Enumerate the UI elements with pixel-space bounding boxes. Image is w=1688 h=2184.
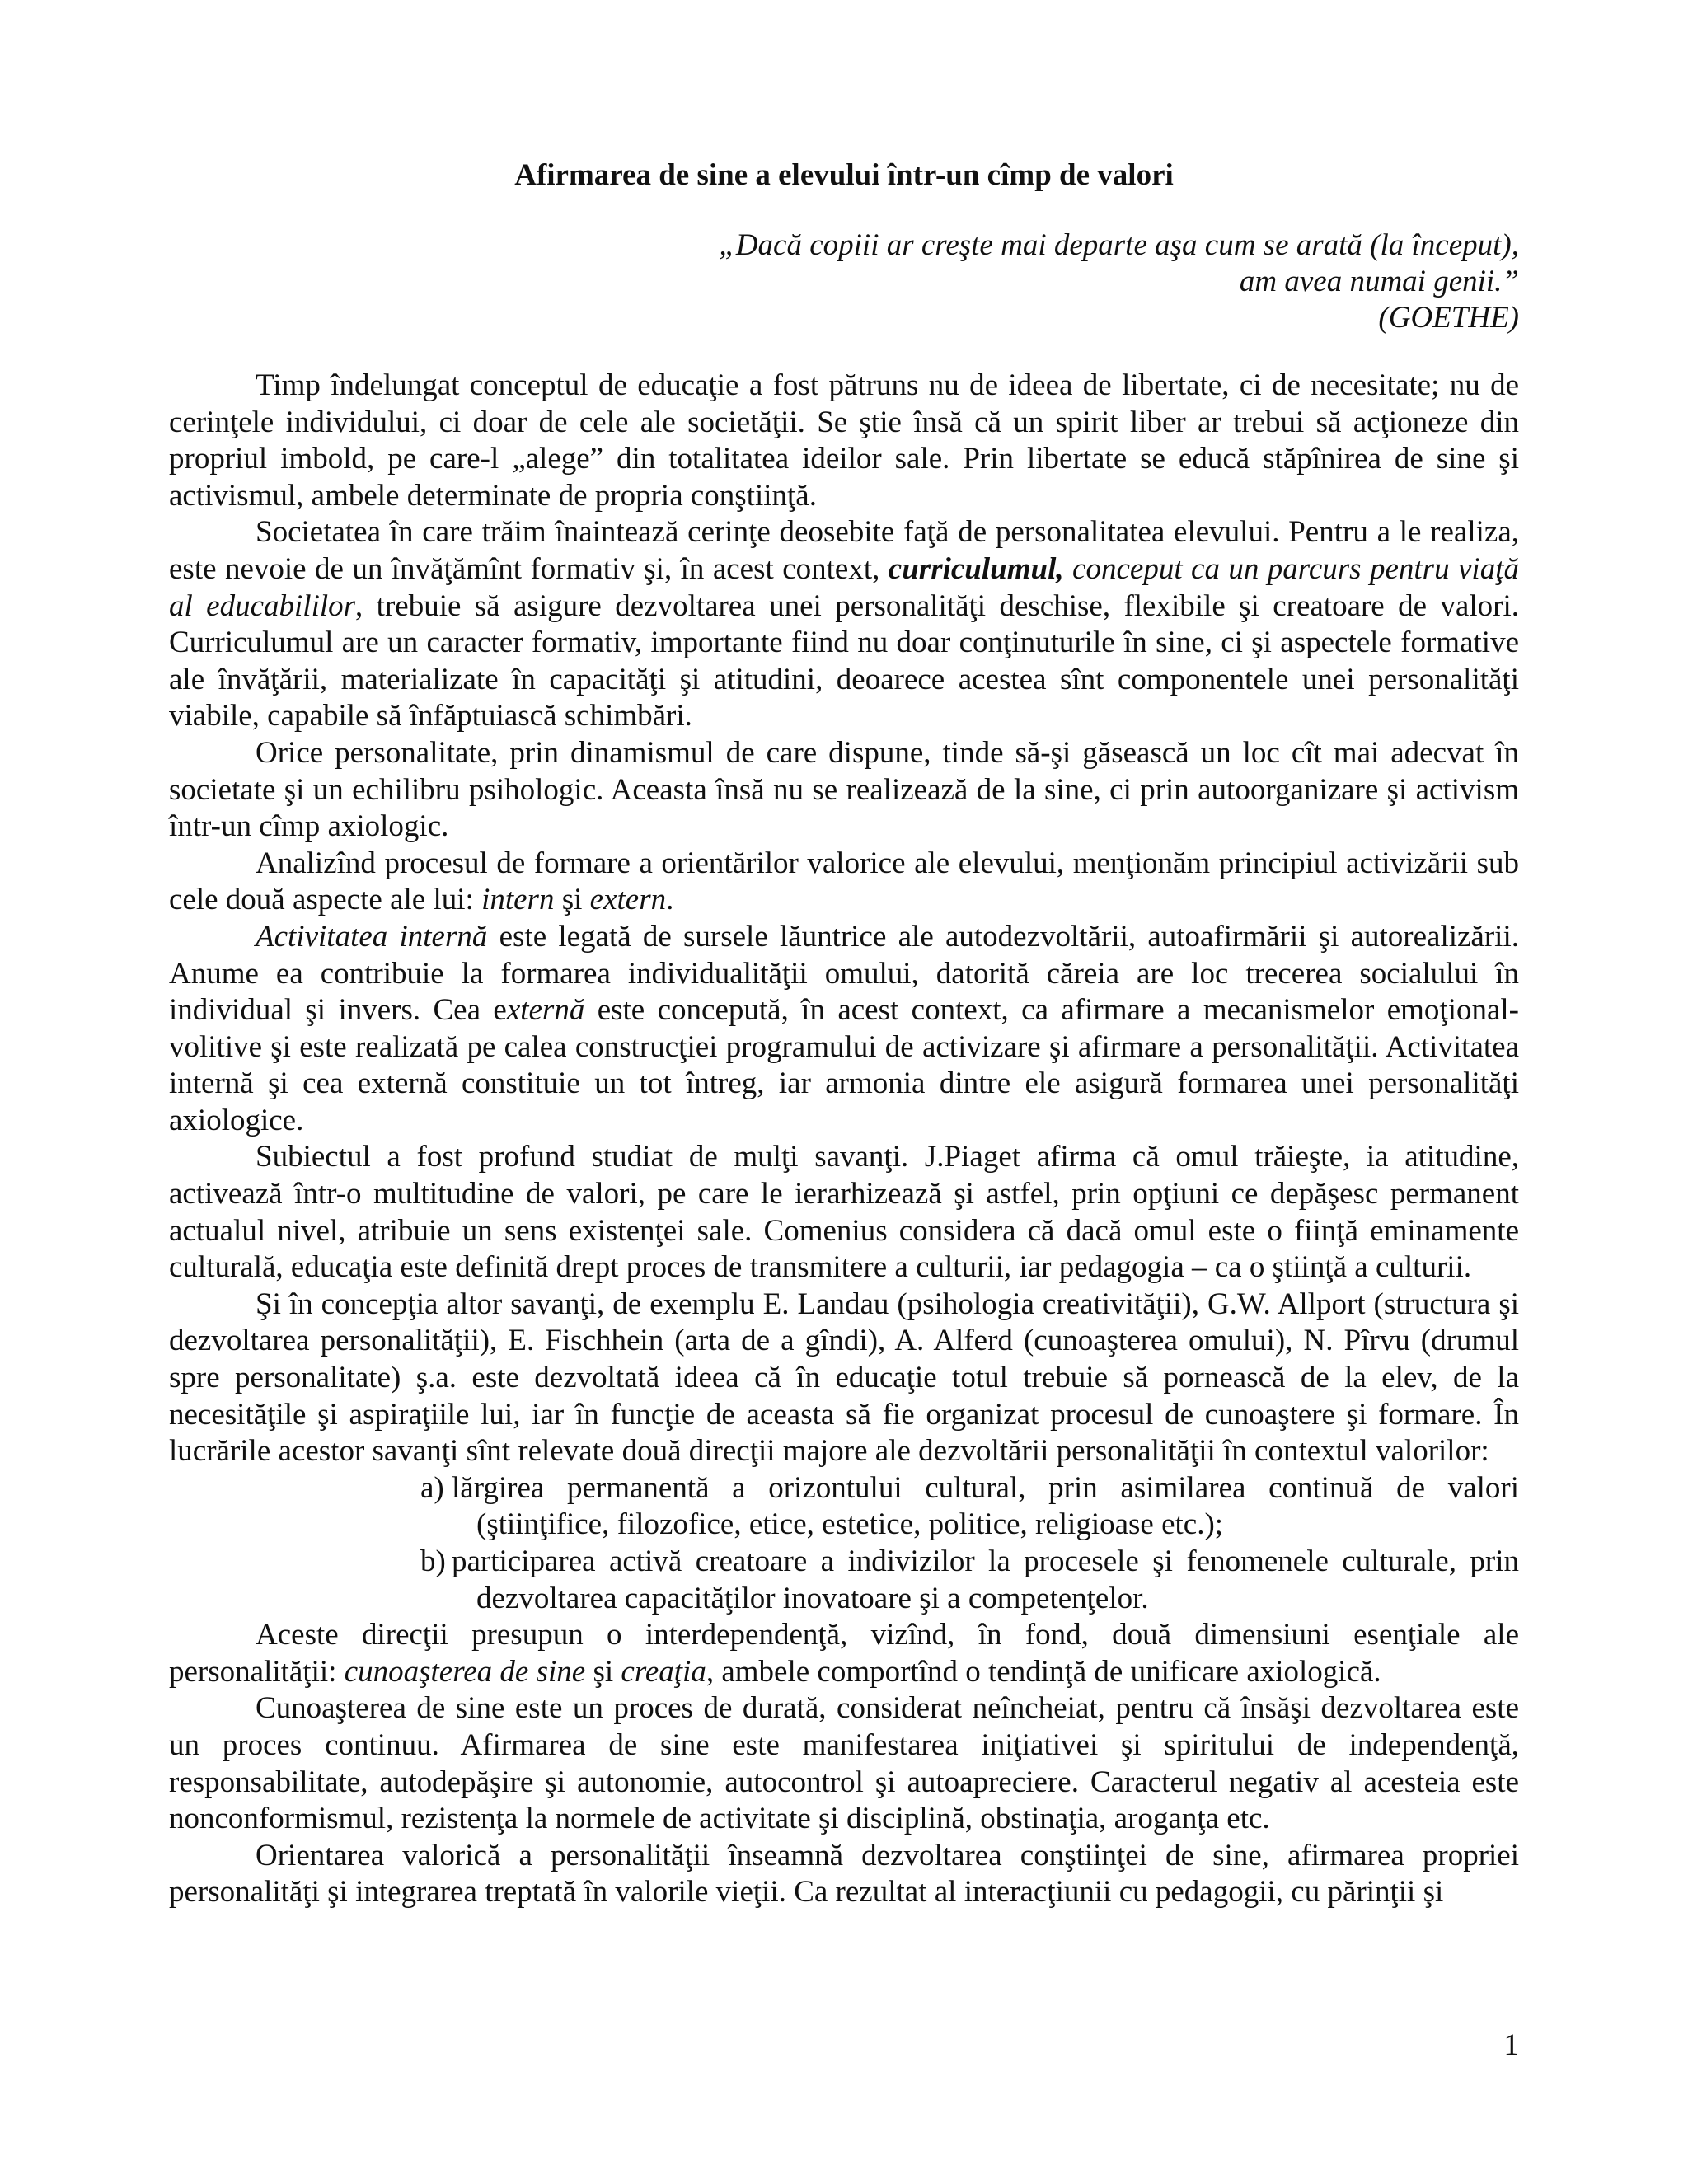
list-marker: b) [420, 1544, 446, 1578]
paragraph-2-term: curriculumul, [888, 551, 1064, 586]
list-item [169, 1544, 1519, 1617]
paragraph-5-text-b: este concepută, în acest context, ca afirmare a mecanismelor emoţional-volitive şi este realizată pe calea construcţiei programului de activizare şi afirmare a personalităţii. Activitatea internă şi cea externă constituie un tot întreg, iar armonia dintre ele asigură formarea unei personalităţi axiologice. [169, 993, 1519, 1137]
paragraph-9: Cunoaşterea de sine este un proces de durată, considerat neîncheiat, pentru că însăşi dezvoltarea este un proces continuu. Afirmarea de sine este manifestarea iniţiativei şi spiritului de independenţă, responsabilitate, autodepăşire şi autonomie, autocontrol şi autoapreciere. Caracterul negativ al acesteia este nonconformismul, rezistenţa la normele de activitate şi disciplină, obstinaţia, aroganţa etc. [169, 1691, 1519, 1836]
document-title: Afirmarea de sine a elevului într-un cîmp de valori [514, 158, 1174, 192]
epigraph-author: (GOETHE) [1378, 301, 1519, 335]
paragraph-4-intern: intern [481, 883, 555, 917]
paragraph-5-text-a: este legată de sursele lăuntrice ale autodezvoltării, autoafirmării şi autorealizării. Anume ea contribuie la formarea individualităţii omului, datorită căreia are loc trecerea socialului în individual şi invers. Cea e [169, 919, 1519, 1028]
paragraph-4-end: . [666, 883, 674, 917]
document-body [169, 368, 1519, 1911]
paragraph-4-text-a: Analizînd procesul de formare a orientărilor valorice ale elevului, menţionăm principiul activizării sub cele două aspecte ale lui: [169, 846, 1519, 917]
paragraph-2-definition: conceput ca un parcurs pentru viaţă al educabililor [169, 551, 1519, 623]
epigraph [719, 227, 1519, 336]
paragraph-8-text-a: Aceste direcţii presupun o interdependenţă, vizînd, în fond, două dimensiuni esenţiale ale personalităţii: [169, 1618, 1519, 1689]
list-item-text: lărgirea permanentă a orizontului cultural, prin asimilarea continuă de valori (ştiinţifice, filozofice, etice, estetice, politice, religioase etc.); [452, 1470, 1519, 1542]
paragraph-4 [169, 846, 1519, 919]
paragraph-6: Subiectul a fost profund studiat de mulţi savanţi. J.Piaget afirma că omul trăieşte, ia atitudine, activează într-o multitudine de valori, pe care le ierarhizează şi astfel, prin opţiuni ce depăşesc permanent actualul nivel, atribuie un sens existenţei sale. Comenius considera că dacă omul este o fiinţă eminamente culturală, educaţia este definită drept proces de transmitere a culturii, iar pedagogia – ca o ştiinţă a culturii. [169, 1140, 1519, 1285]
paragraph-7: Şi în concepţia altor savanţi, de exemplu E. Landau (psihologia creativităţii), G.W. Allport (structura şi dezvoltarea personalităţii), E. Fischhein (arta de a gîndi), A. Alferd (cunoaşterea omului), N. Pîrvu (drumul spre personalitate) ş.a. este dezvoltată ideea că în educaţie totul trebuie să pornească de la elev, de la necesităţile şi aspiraţiile lui, iar în funcţie de aceasta să fie organizat procesul de cunoaştere şi formare. În lucrările acestor savanţi sînt relevate două direcţii majore ale dezvoltării personalităţii în contextul valorilor: [169, 1286, 1519, 1469]
paragraph-5-term: Activitatea internă [256, 919, 488, 954]
paragraph-2-text-a: Societatea în care trăim înaintează cerinţe deosebite faţă de personalitatea elevului. Pentru a le realiza, este nevoie de un învăţămînt formativ şi, în acest context, [169, 515, 1519, 586]
paragraph-2-text-b: , trebuie să asigure dezvoltarea unei personalităţi deschise, flexibile şi creatoare de valori. Curriculumul are un caracter formativ, importante fiind nu doar conţinuturile în sine, ci şi aspectele formative ale învăţării, materializate în capacităţi şi atitudini, deoarece acestea sînt componentele unei personalităţi viabile, capabile să înfăptuiască schimbări. [169, 588, 1519, 733]
epigraph-line-2: am avea numai genii.” [1239, 265, 1519, 298]
list-item [169, 1470, 1519, 1544]
epigraph-line-1: „Dacă copiii ar creşte mai departe aşa cum se arată (la început), [719, 228, 1519, 262]
paragraph-4-extern: extern [589, 883, 667, 917]
page-number: 1 [1503, 2028, 1519, 2062]
paragraph-8 [169, 1617, 1519, 1690]
paragraph-8-term-1: cunoaşterea de sine [344, 1654, 586, 1689]
paragraph-5 [169, 919, 1519, 1140]
paragraph-1: Timp îndelungat conceptul de educaţie a fost pătruns nu de ideea de libertate, ci de necesitate; nu de cerinţele individului, ci doar de cele ale societăţii. Se ştie însă că un spirit liber ar trebui să acţioneze din propriul imbold, pe care-l „alege” din totalitatea ideilor sale. Prin libertate se educă stăpînirea de sine şi activismul, ambele determinate de propria conştiinţă. [169, 368, 1519, 513]
list-item-text: participarea activă creatoare a indivizilor la procesele şi fenomenele culturale, prin dezvoltarea capacităţilor inovatoare şi a competenţelor. [452, 1544, 1519, 1615]
paragraph-10: Orientarea valorică a personalităţii înseamnă dezvoltarea conştiinţei de sine, afirmarea propriei personalităţi şi integrarea treptată în valorile vieţii. Ca rezultat al interacţiunii cu pedagogii, cu părinţii şi [169, 1838, 1519, 1910]
paragraph-2 [169, 514, 1519, 735]
paragraph-4-conj: şi [554, 883, 590, 917]
paragraph-5-italic: xternă [506, 993, 585, 1028]
list-marker: a) [420, 1470, 444, 1505]
paragraph-3: Orice personalitate, prin dinamismul de care dispune, tinde să-şi găsească un loc cît mai adecvat în societate şi un echilibru psihologic. Aceasta însă nu se realizează de la sine, ci prin autoorganizare şi activism într-un cîmp axiologic. [169, 735, 1519, 844]
paragraph-8-term-2: creaţia [621, 1654, 706, 1689]
paragraph-8-conj: şi [585, 1654, 621, 1689]
paragraph-8-text-b: , ambele comportînd o tendinţă de unificare axiologică. [706, 1654, 1381, 1689]
